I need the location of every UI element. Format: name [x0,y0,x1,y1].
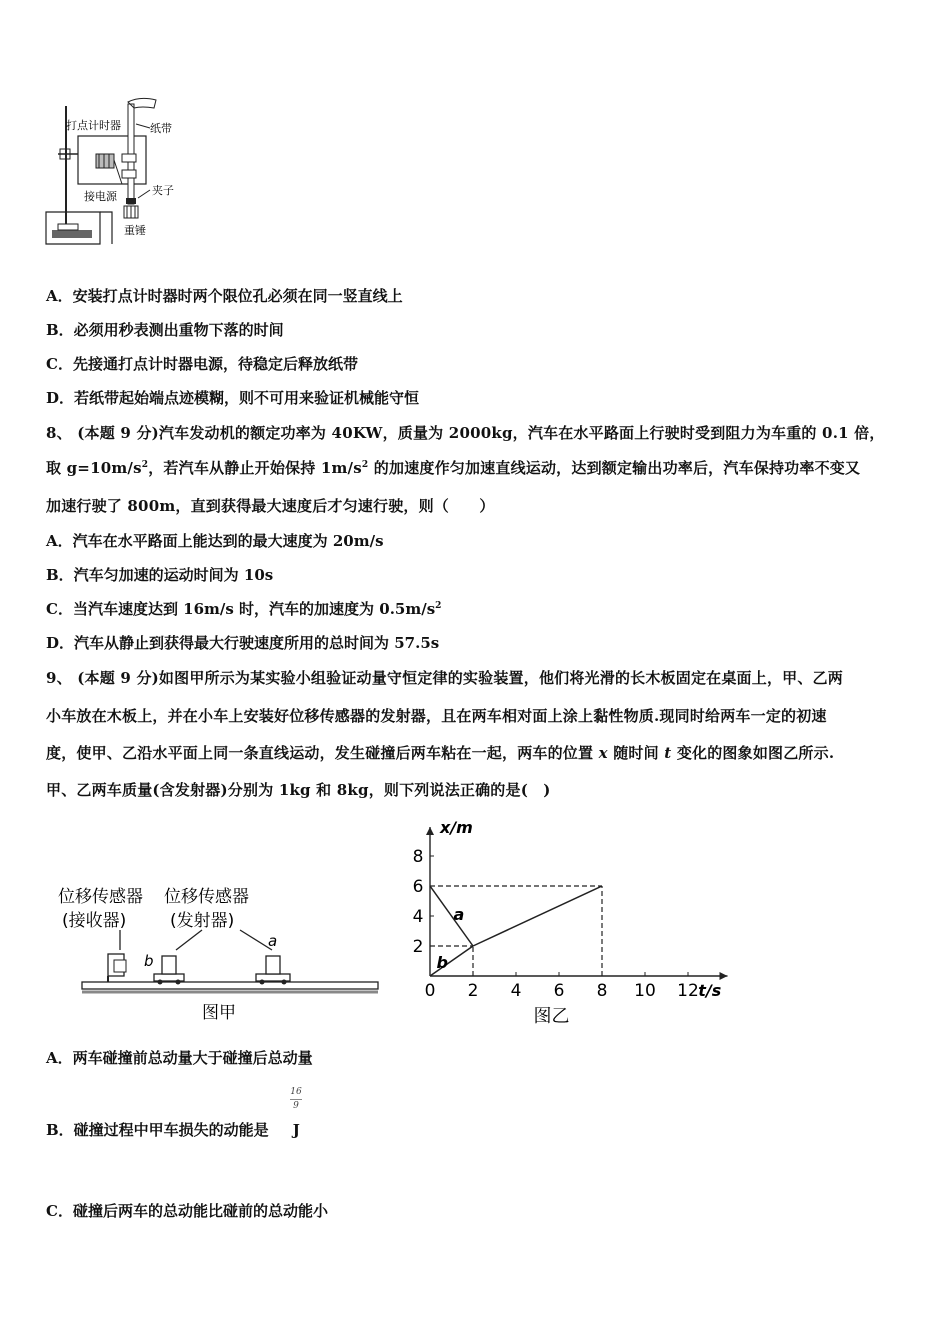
y-tick-label-6: 6 [412,877,424,897]
q9-option-c: C．碰撞后两车的总动能比碰前的总动能小 [46,1202,328,1220]
figure-yi [400,808,730,1030]
label-timer: 打点计时器 [66,119,121,132]
x-axis-arrow [720,972,728,980]
q7-option-d: D．若纸带起始端点迹模糊，则不可用来验证机械能守恒 [46,389,420,407]
figure-jia [50,878,390,1028]
series-label-b: b [436,953,448,972]
q8-line2-part2: ，若汽车从静止开始保持 1m/s [148,459,362,477]
chart-series [430,886,602,976]
receiver-label-line1: 位移传感器 [58,887,143,907]
y-axis-label: x/m [440,818,473,837]
y-tick-label-4: 4 [412,907,424,927]
label-weight: 重锤 [124,224,146,237]
x-axis-label: t/s [698,981,722,1000]
q9-var-x: x [598,744,608,762]
q8-option-a: A．汽车在水平路面上能达到的最大速度为 20m/s [46,532,384,550]
q8-stem-line3: 加速行驶了 800m，直到获得最大速度后才匀速行驶，则（ ） [46,497,495,515]
q8-option-c [46,599,441,619]
q8-line2-part1: 取 g=10m/s [46,459,142,477]
series-line-a [430,886,473,946]
q9-stem-line3 [46,743,834,763]
cart-b-label: b [144,952,154,970]
q8-line2-part3: 的加速度作匀加速直线运动，达到额定输出功率后，汽车保持功率不变又 [368,459,861,477]
q9-line3-part1: 度，使甲、乙沿水平面上同一条直线运动，发生碰撞后两车粘在一起，两车的位置 [46,744,599,762]
label-clip: 夹子 [152,184,174,197]
fraction-16-9 [288,1087,304,1112]
q9-option-b [46,1120,300,1140]
q9-stem-line1: 9、 (本题 9 分)如图甲所示为某实验小组验证动量守恒定律的实验装置，他们将光滑的长木板固定在桌面上，甲、乙两 [46,669,843,687]
xt-chart [400,808,730,1030]
label-power: 接电源 [84,190,117,203]
q9-option-b-text: B．碰撞过程中甲车损失的动能是 [46,1121,269,1139]
label-tape: 纸带 [150,122,172,135]
chart-text [413,818,722,1027]
y-tick-label-8: 8 [412,847,424,867]
x-tick-label-10: 10 [634,981,656,1001]
apparatus-drawing [44,94,204,264]
q7-option-b: B．必须用秒表测出重物下落的时间 [46,321,284,339]
q8-option-d: D．汽车从静止到获得最大行驶速度所用的总时间为 57.5s [46,634,440,652]
q9-option-a: A．两车碰撞前总动量大于碰撞后总动量 [46,1049,313,1067]
q9-stem-line4: 甲、乙两车质量(含发射器)分别为 1kg 和 8kg，则下列说法正确的是( ) [46,781,551,799]
x-tick-label-12: 12 [677,981,699,1001]
q7-option-a: A．安装打点计时器时两个限位孔必须在同一竖直线上 [46,287,403,305]
q8-stem-line2 [46,458,860,478]
figure-jia-caption: 图甲 [202,1003,236,1023]
figure-jia-drawing [50,878,390,1028]
fraction-denominator: 9 [293,1101,299,1111]
y-axis-arrow [426,827,434,835]
x-tick-label-8: 8 [596,981,608,1001]
receiver-label-line2: (接收器) [62,911,127,931]
q9-option-b-unit: J [292,1121,300,1139]
q9-line3-part3: 变化的图象如图乙所示. [671,744,835,762]
y-tick-label-2: 2 [412,937,424,957]
q8-option-c-text: C．当汽车速度达到 16m/s 时，汽车的加速度为 0.5m/s [46,600,436,618]
q9-var-t: t [664,744,672,762]
x-tick-label-6: 6 [553,981,565,1001]
q9-line3-part2: 随时间 [607,744,665,762]
figure-yi-caption: 图乙 [533,1006,570,1027]
emitter-label-line1: 位移传感器 [164,887,249,907]
series-label-a: a [453,905,465,924]
x-tick-label-2: 2 [467,981,479,1001]
q7-option-c: C．先接通打点计时器电源，待稳定后释放纸带 [46,355,358,373]
chart-axes [426,827,728,980]
q8-option-b: B．汽车匀加速的运动时间为 10s [46,566,274,584]
q8-line2-sup2: 2 [361,460,369,470]
cart-a-label: a [268,932,278,950]
q9-stem-line2: 小车放在木板上，并在小车上安装好位移传感器的发射器，且在两车相对面上涂上黏性物质.现同时给两车一定的初速 [46,707,827,725]
x-tick-label-0: 0 [424,981,436,1001]
emitter-label-line2: (发射器) [170,911,235,931]
fraction-numerator: 16 [290,1087,302,1097]
apparatus-figure [44,94,204,264]
chart-guides [430,886,602,976]
series-line-combined [473,886,602,946]
x-tick-label-4: 4 [510,981,522,1001]
q8-stem-line1: 8、 (本题 9 分)汽车发动机的额定功率为 40KW，质量为 2000kg，汽车在水平路面上行驶时受到阻力为车重的 0.1 倍， [46,424,885,442]
q8-option-c-sup: 2 [435,601,442,611]
q8-line2-sup: 2 [141,460,149,470]
